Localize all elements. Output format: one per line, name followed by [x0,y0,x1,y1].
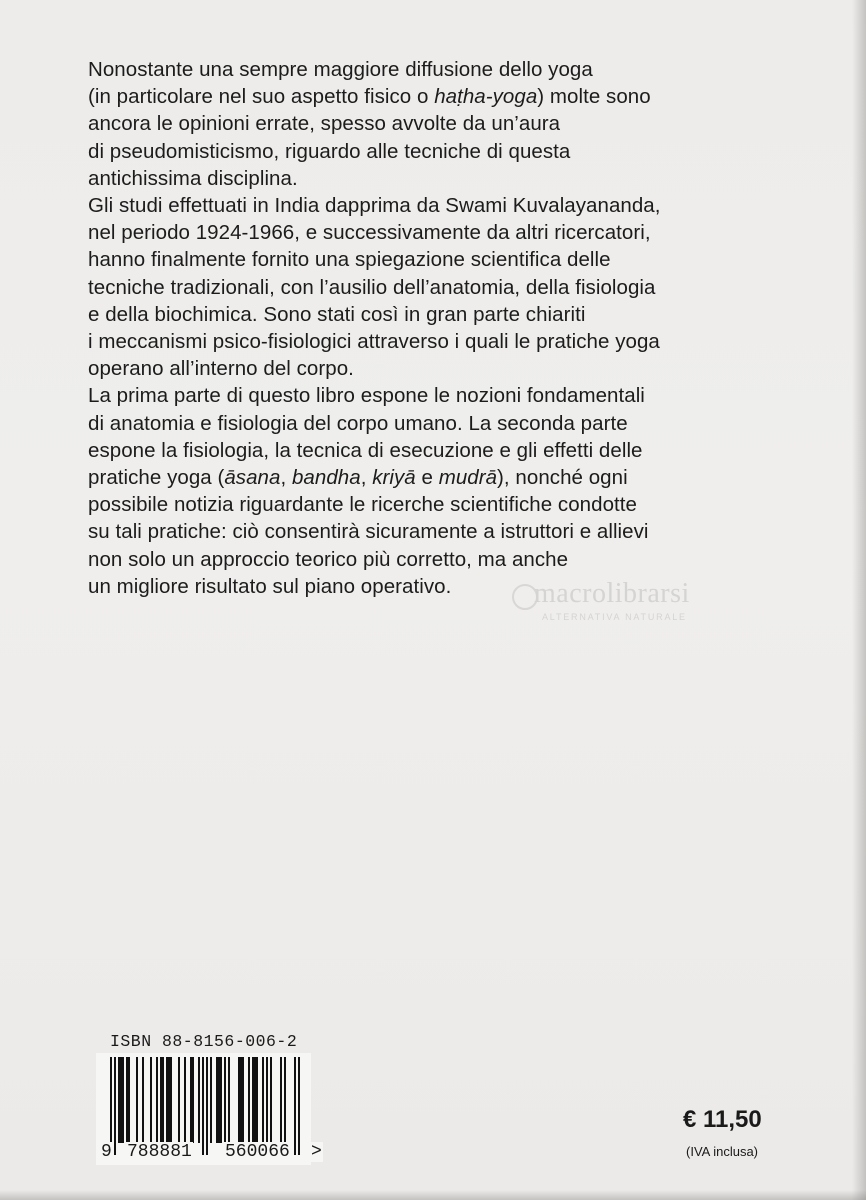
barcode-bar [254,1057,256,1143]
barcode-bar [210,1057,212,1143]
barcode-bar [136,1057,138,1143]
barcode-bar [192,1057,194,1143]
blurb-line: ancora le opinioni errate, spesso avvolte da un’aura [88,112,561,136]
barcode-bar [160,1057,162,1143]
barcode-bar [190,1057,192,1143]
barcode-bar [114,1057,116,1155]
watermark-subtext: ALTERNATIVA NATURALE [542,612,687,622]
barcode-bar [118,1057,120,1143]
barcode-bar [216,1057,218,1143]
back-cover-blurb [88,56,788,600]
italic-term: āsana [224,466,281,490]
ean-digit-group: > [311,1142,322,1162]
barcode-bar [178,1057,180,1143]
italic-term: kriyā [372,466,416,490]
barcode-bar [170,1057,172,1143]
barcode-bar [122,1057,124,1143]
barcode-bar [126,1057,128,1143]
barcode-bar [206,1057,208,1155]
barcode-bar [248,1057,250,1143]
barcode-bar [228,1057,230,1143]
blurb-line: pratiche yoga (āsana, bandha, kriyā e mudrā), nonché ogni [88,466,628,490]
price-vat-note: (IVA inclusa) [686,1144,759,1159]
barcode-bar [202,1057,204,1155]
blurb-line: possibile notizia riguardante le ricerche scientifiche condotte [88,493,637,517]
ean-digit-group: 560066 [225,1142,290,1162]
barcode-bar [238,1057,240,1143]
italic-term: haṭha-yoga [434,85,538,109]
barcode-bar [266,1057,268,1143]
blurb-line: operano all’interno del corpo. [88,357,354,381]
blurb-line: Gli studi effettuati in India dapprima da Swami Kuvalayananda, [88,194,661,218]
blurb-line: i meccanismi psico-fisiologici attraverso i quali le pratiche yoga [88,330,660,354]
blurb-line: un migliore risultato sul piano operativo. [88,574,452,598]
price: € 11,50 [683,1106,762,1133]
blurb-line: hanno finalmente fornito una spiegazione scientifica delle [88,248,611,272]
barcode-bar [284,1057,286,1143]
barcode-bar [220,1057,222,1143]
barcode-bar [110,1057,112,1155]
barcode-bar [162,1057,164,1143]
blurb-line: su tali pratiche: ciò consentirà sicuramente a istruttori e allievi [88,520,649,544]
barcode-bar [242,1057,244,1143]
ean-digit-group: 788881 [127,1142,192,1162]
blurb-line: Nonostante una sempre maggiore diffusione dello yoga [88,58,593,81]
blurb-line: di anatomia e fisiologia del corpo umano. La seconda parte [88,411,628,435]
barcode-bar [156,1057,158,1143]
ean-digits [96,1142,322,1164]
blurb-line: nel periodo 1924-1966, e successivamente da altri ricercatori, [88,221,651,245]
barcode-bar [240,1057,242,1143]
blurb-line: e della biochimica. Sono stati così in gran parte chiariti [88,302,586,326]
barcode-bar [184,1057,186,1143]
blurb-line: espone la fisiologia, la tecnica di esecuzione e gli effetti delle [88,438,643,462]
ean-digit-group: 9 [101,1142,112,1162]
blurb-line: antichissima disciplina. [88,166,298,190]
barcode-bar [224,1057,226,1143]
italic-term: bandha [291,466,361,490]
barcode-bar [150,1057,152,1143]
italic-term: mudrā [438,466,498,490]
barcode-bar [280,1057,282,1143]
barcode-bar [218,1057,220,1143]
barcode-bar [120,1057,122,1143]
blurb-line: non solo un approccio teorico più corretto, ma anche [88,547,569,571]
cover-edge-shadow-bottom [0,1190,866,1200]
barcode-bar [294,1057,296,1155]
barcode-bar [256,1057,258,1143]
barcode-bar [168,1057,170,1143]
barcode-bar [142,1057,144,1143]
blurb-line: La prima parte di questo libro espone le nozioni fondamentali [88,384,645,408]
barcode-bar [298,1057,300,1155]
barcode-bar [252,1057,254,1143]
barcode-bar [166,1057,168,1143]
barcode-bar [270,1057,272,1143]
barcode-bar [198,1057,200,1143]
barcode-bar [262,1057,264,1143]
blurb-line: tecniche tradizionali, con l’ausilio dell’anatomia, della fisiologia [88,275,656,299]
barcode-bar [128,1057,130,1143]
blurb-line: di pseudomisticismo, riguardo alle tecniche di questa [88,139,571,163]
isbn-label: ISBN 88-8156-006-2 [110,1032,298,1051]
watermark-text: macrolibrarsi [534,578,690,609]
blurb-line: (in particolare nel suo aspetto fisico o haṭha-yoga) molte sono [88,85,651,109]
cover-edge-shadow-right [852,0,866,1200]
